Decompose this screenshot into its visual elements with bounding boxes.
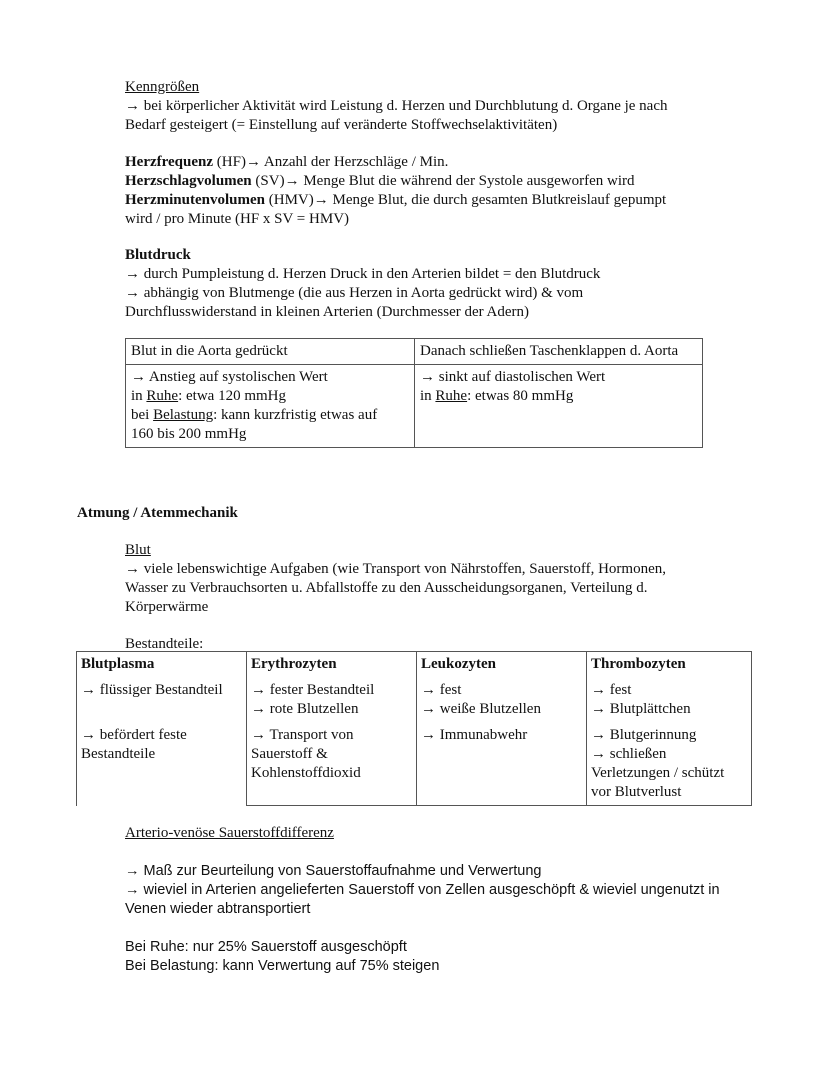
cell-line: → flüssiger Bestandteil xyxy=(81,682,223,698)
definitions-section xyxy=(125,153,765,229)
column-header: Leukozyten xyxy=(421,656,496,672)
cell-line: → fester Bestandteil xyxy=(251,682,375,698)
table-row xyxy=(126,365,703,448)
cell-word: in xyxy=(420,388,436,404)
definition-herzschlagvolumen xyxy=(125,172,765,191)
cell-line: Kohlenstoffdioxid xyxy=(251,765,361,781)
cell-text: : etwas 80 mmHg xyxy=(467,388,574,404)
blut-section xyxy=(125,541,765,617)
cell-line: 160 bis 200 mmHg xyxy=(131,426,247,442)
blutdruck-line: → abhängig von Blutmenge (die aus Herzen in Aorta gedrückt wird) & vom xyxy=(125,285,584,301)
kenngroessen-line: Bedarf gesteigert (= Einstellung auf veränderte Stoffwechselaktivitäten) xyxy=(125,117,558,133)
cell-line xyxy=(420,387,697,406)
term: Herzminutenvolumen xyxy=(125,192,265,208)
cell-text: : etwa 120 mmHg xyxy=(178,388,286,404)
cell-line: → Transport von xyxy=(251,727,354,743)
table-cell xyxy=(587,652,752,806)
blutdruck-section xyxy=(125,246,765,322)
kenngroessen-section xyxy=(125,78,765,135)
atmung-heading: Atmung / Atemmechanik xyxy=(77,505,238,521)
cell-line: vor Blutverlust xyxy=(591,784,682,800)
definition-herzminutenvolumen xyxy=(125,191,765,210)
avdo2-ruhe: Bei Ruhe: nur 25% Sauerstoff ausgeschöpft xyxy=(125,939,407,955)
definition-text: (HMV)→ Menge Blut, die durch gesamten Blutkreislauf gepumpt xyxy=(265,192,667,208)
header-text: Blut in die Aorta gedrückt xyxy=(131,343,288,359)
cell-line: → weiße Blutzellen xyxy=(421,701,541,717)
blutdruck-line: → durch Pumpleistung d. Herzen Druck in den Arterien bildet = den Blutdruck xyxy=(125,266,601,282)
blutdruck-line: Durchflusswiderstand in kleinen Arterien (Durchmesser der Adern) xyxy=(125,304,530,320)
table-row xyxy=(126,339,703,365)
avdo2-line: → Maß zur Beurteilung von Sauerstoffaufnahme und Verwertung xyxy=(125,863,542,879)
definition-herzfrequenz xyxy=(125,153,765,172)
cell-line xyxy=(131,406,409,425)
definition-continuation: wird / pro Minute (HF x SV = HMV) xyxy=(125,211,350,227)
avdo2-line: Venen wieder abtransportiert xyxy=(125,901,311,917)
cell-line: Sauerstoff & xyxy=(251,746,328,762)
column-header: Blutplasma xyxy=(81,656,155,672)
cell-word: in xyxy=(131,388,147,404)
cell-underlined: Belastung xyxy=(153,407,214,423)
cell-text: : kann kurzfristig etwas auf xyxy=(213,407,378,423)
cell-line: → Blutplättchen xyxy=(591,701,691,717)
blut-line: → viele lebenswichtige Aufgaben (wie Transport von Nährstoffen, Sauerstoff, Hormonen, xyxy=(125,561,667,577)
column-header: Thrombozyten xyxy=(591,656,686,672)
cell-line: → Immunabwehr xyxy=(421,727,528,743)
blut-line: Körperwärme xyxy=(125,599,209,615)
avdo2-line: → wieviel in Arterien angelieferten Sauerstoff von Zellen ausgeschöpft & wieviel ungenutzt in xyxy=(125,882,720,898)
cell-underlined: Ruhe xyxy=(435,388,468,404)
table-cell xyxy=(126,365,415,448)
blutdruck-heading: Blutdruck xyxy=(125,247,191,263)
cell-line: Bestandteile xyxy=(81,746,156,762)
table-header-cell xyxy=(415,339,703,365)
blood-components-table xyxy=(76,651,752,806)
cell-line xyxy=(131,387,409,406)
avdo2-body xyxy=(125,862,775,976)
cell-word: bei xyxy=(131,407,154,423)
cell-line: → befördert feste xyxy=(81,727,187,743)
table-cell xyxy=(247,652,417,806)
table-header-cell xyxy=(126,339,415,365)
avdo2-belastung: Bei Belastung: kann Verwertung auf 75% steigen xyxy=(125,958,440,974)
blut-line: Wasser zu Verbrauchsorten u. Abfallstoffe zu den Ausscheidungsorganen, Verteilung d. xyxy=(125,580,648,596)
avdo2-heading-block xyxy=(125,824,765,843)
table-row xyxy=(77,652,752,806)
term: Herzfrequenz xyxy=(125,154,214,170)
cell-line: → fest xyxy=(591,682,632,698)
column-header: Erythrozyten xyxy=(251,656,337,672)
table-cell xyxy=(77,652,247,806)
header-text: Danach schließen Taschenklappen d. Aorta xyxy=(420,343,679,359)
cell-underlined: Ruhe xyxy=(146,388,179,404)
definition-text: (SV)→ Menge Blut die während der Systole ausgeworfen wird xyxy=(251,173,635,189)
cell-line: Verletzungen / schützt xyxy=(591,765,725,781)
cell-line: → Anstieg auf systolischen Wert xyxy=(131,369,328,385)
blood-pressure-table xyxy=(125,338,703,448)
term: Herzschlagvolumen xyxy=(125,173,252,189)
kenngroessen-heading: Kenngrößen xyxy=(125,79,200,95)
avdo2-heading: Arterio-venöse Sauerstoffdifferenz xyxy=(125,825,334,841)
cell-line: → Blutgerinnung xyxy=(591,727,697,743)
bestandteile-label: Bestandteile: xyxy=(125,636,204,652)
cell-line: → sinkt auf diastolischen Wert xyxy=(420,369,606,385)
table-cell xyxy=(415,365,703,448)
kenngroessen-line: → bei körperlicher Aktivität wird Leistung d. Herzen und Durchblutung d. Organe je nach xyxy=(125,98,668,114)
blut-heading: Blut xyxy=(125,542,151,558)
cell-line: → fest xyxy=(421,682,462,698)
cell-line: → rote Blutzellen xyxy=(251,701,359,717)
definition-text: (HF)→ Anzahl der Herzschläge / Min. xyxy=(213,154,449,170)
table-cell xyxy=(417,652,587,806)
cell-line: → schließen xyxy=(591,746,667,762)
